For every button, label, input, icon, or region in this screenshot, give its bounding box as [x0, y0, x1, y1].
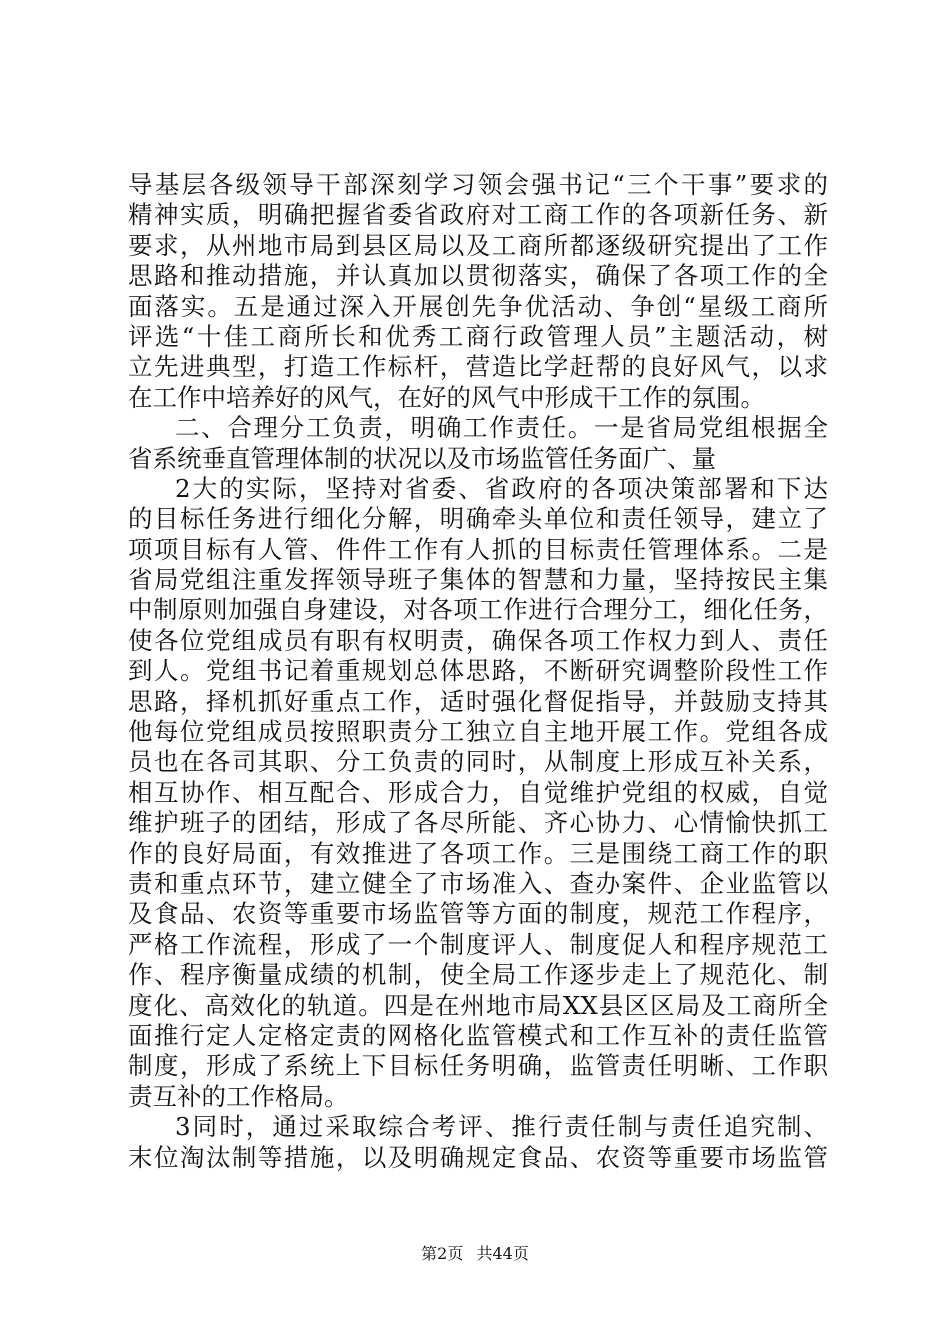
- text-line: 中制原则加强自身建设，对各项工作进行合理分工，细化任务，: [128, 595, 828, 625]
- text-line: 责互补的工作格局。: [128, 1081, 349, 1111]
- text-line: 使各位党组成员有职有权明责，确保各项工作权力到人、责任: [128, 625, 828, 655]
- text-line: 员也在各司其职、分工负责的同时，从制度上形成互补关系，: [128, 747, 828, 777]
- text-line: 作的良好局面，有效推进了各项工作。三是围绕工商工作的职: [128, 838, 828, 868]
- text-line: 面落实。五是通过深入开展创先争优活动、争创“星级工商所: [128, 291, 828, 321]
- text-line: 省局党组注重发挥领导班子集体的智慧和力量，坚持按民主集: [128, 565, 828, 595]
- text-line: 要求，从州地市局到县区局以及工商所都逐级研究提出了工作: [128, 230, 828, 260]
- text-line: 思路，择机抓好重点工作，适时强化督促指导，并鼓励支持其: [128, 686, 828, 716]
- text-line: 及食品、农资等重要市场监管等方面的制度，规范工作程序，: [128, 899, 828, 929]
- text-line: 在工作中培养好的风气，在好的风气中形成干工作的氛围。: [128, 382, 765, 412]
- text-line: 项项目标有人管、件件工作有人抓的目标责任管理体系。二是: [128, 534, 828, 564]
- text-line: 度化、高效化的轨道。四是在州地市局XX县区区局及工商所全: [128, 990, 828, 1020]
- text-line: 维护班子的团结，形成了各尽所能、齐心协力、心情愉快抓工: [128, 808, 828, 838]
- text-line: 导基层各级领导干部深刻学习领会强书记“三个干事”要求的: [128, 170, 828, 199]
- text-line: 他每位党组成员按照职责分工独立自主地开展工作。党组各成: [128, 717, 828, 747]
- text-line: 省系统垂直管理体制的状况以及市场监管任务面广、量: [128, 443, 716, 473]
- text-line: 2大的实际，坚持对省委、省政府的各项决策部署和下达: [175, 473, 828, 503]
- text-line: 精神实质，明确把握省委省政府对工商工作的各项新任务、新: [128, 200, 828, 230]
- page-footer: [0, 1243, 950, 1265]
- text-line: 制度，形成了系统上下目标任务明确，监管责任明晰、工作职: [128, 1051, 828, 1081]
- text-line: 到人。党组书记着重规划总体思路，不断研究调整阶段性工作: [128, 656, 828, 686]
- page-total: 共44页: [476, 1244, 529, 1263]
- text-line: 立先进典型，打造工作标杆，营造比学赶帮的良好风气，以求: [128, 352, 828, 382]
- text-line: 相互协作、相互配合、形成合力，自觉维护党组的权威，自觉: [128, 777, 828, 807]
- text-line: 评选“十佳工商所长和优秀工商行政管理人员”主题活动，树: [128, 321, 828, 351]
- text-line: 二、合理分工负责，明确工作责任。一是省局党组根据全: [175, 413, 828, 443]
- text-line: 3同时，通过采取综合考评、推行责任制与责任追究制、: [175, 1112, 828, 1142]
- text-line: 面推行定人定格定责的网格化监管模式和工作互补的责任监管: [128, 1020, 828, 1050]
- document-body: [128, 170, 828, 1173]
- text-line: 的目标任务进行细化分解，明确牵头单位和责任领导，建立了: [128, 504, 828, 534]
- text-line: 末位淘汰制等措施，以及明确规定食品、农资等重要市场监管: [128, 1142, 828, 1172]
- text-line: 作、程序衡量成绩的机制，使全局工作逐步走上了规范化、制: [128, 960, 828, 990]
- page-number: 第2页: [421, 1244, 464, 1263]
- text-line: 责和重点环节，建立健全了市场准入、查办案件、企业监管以: [128, 868, 828, 898]
- text-line: 严格工作流程，形成了一个制度评人、制度促人和程序规范工: [128, 929, 828, 959]
- text-line: 思路和推动措施，并认真加以贯彻落实，确保了各项工作的全: [128, 261, 828, 291]
